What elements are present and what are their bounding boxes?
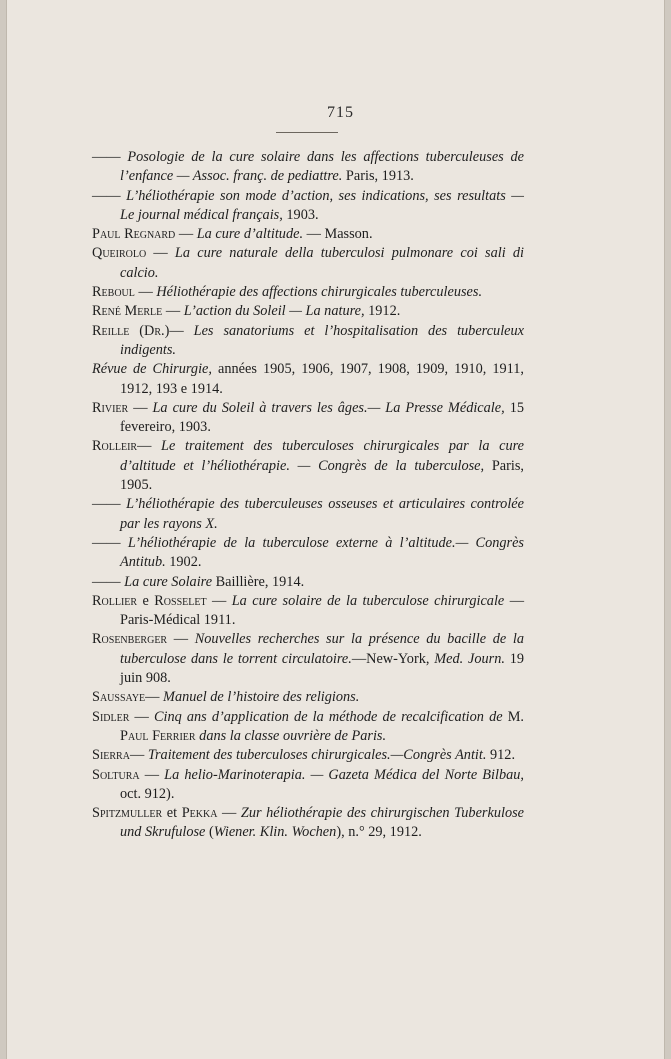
author-name: Rosenberger	[92, 631, 168, 648]
entry-text: —	[129, 708, 154, 725]
entry-title-text: Wiener. Klin. Wochen	[213, 824, 337, 841]
author-name: Saussaye	[92, 689, 146, 706]
entry-text: 1902.	[165, 554, 202, 571]
entry-text: années 1905, 1906, 1907, 1908, 1909, 1910, 1911, 1912, 193 e 1914.	[120, 361, 524, 397]
entry-title-text: Nouvelles recherches sur la présence du bacille de la tuberculose dans le torrent circulatoire.	[120, 631, 524, 667]
author-name: Rivier	[92, 399, 129, 416]
entry-text: —	[129, 747, 148, 764]
entry-title-text: La cure d’altitude.	[196, 226, 304, 243]
entry-title-text: Zur héliothérapie des chirurgischen Tuberkulose und Skrufulose	[120, 805, 525, 841]
entry-text: M.	[507, 708, 524, 725]
bibliography-entry	[92, 534, 524, 573]
author-name: Sierra	[92, 747, 130, 764]
entry-title-text: La helio-Marinoterapia. — Gazeta Médica del Norte Bilbau,	[164, 766, 525, 783]
bibliography-entry	[92, 148, 524, 187]
bibliography-entry	[92, 708, 524, 747]
author-name: Rolleir	[92, 438, 138, 455]
bibliography-entry	[92, 495, 524, 534]
entry-text: —	[134, 284, 157, 301]
entry-text: ——	[92, 187, 127, 204]
entry-title-text: L’héliothérapie son mode d’action, ses indications, ses resultats — Le journal médical français,	[120, 187, 525, 223]
author-name: Queirolo	[92, 245, 147, 262]
author-name: Spitzmuller	[92, 805, 163, 822]
entry-text: —	[128, 399, 153, 416]
bibliography-entry	[92, 630, 524, 688]
header-rule	[276, 132, 338, 133]
entry-title-text: Les sanatoriums et l’hospitalisation des tuberculeux indigents.	[120, 322, 525, 358]
entry-text: ——	[92, 496, 127, 513]
entry-text: —New-York,	[351, 650, 435, 667]
entry-text: 1903.	[282, 206, 319, 223]
entry-title-text: Le traitement des tuberculoses chirurgicales par la cure d’altitude et l’héliothérapie. — Congrès de la tuberculose,	[120, 438, 525, 474]
bibliography-list	[92, 148, 524, 843]
author-name: Rollier	[92, 592, 138, 609]
entry-text: —	[162, 303, 184, 320]
entry-title-text: La cure naturale della tuberculosi pulmonare coi sali di calcio.	[120, 245, 524, 281]
entry-title-text: Révue de Chirurgie,	[92, 361, 212, 378]
entry-text: —	[145, 689, 164, 706]
entry-title-text: dans la classe ouvrière de Paris.	[195, 727, 387, 744]
entry-text: —	[137, 438, 162, 455]
bibliography-entry	[92, 688, 524, 707]
entry-text: Paris, 1913.	[342, 168, 414, 185]
author-name: Paul Regnard	[92, 226, 176, 243]
entry-text: —	[206, 592, 232, 609]
author-name: Sidler	[92, 708, 130, 725]
entry-title-text: L’héliothérapie des tuberculeuses osseuses et articulaires controlée par les rayons X.	[120, 496, 524, 532]
author-name: Pekka	[181, 805, 218, 822]
entry-title-text: L’action du Soleil — La nature,	[183, 303, 365, 320]
entry-text: —	[139, 766, 165, 783]
entry-text: e	[137, 592, 155, 609]
entry-text: et	[162, 805, 182, 822]
entry-text: ), n.° 29, 1912.	[336, 824, 422, 841]
bibliography-entry	[92, 766, 524, 805]
entry-text: —	[167, 631, 195, 648]
entry-text: — Paris-Médical 1911.	[120, 592, 524, 629]
entry-text: 15 fevereiro, 1903.	[120, 399, 524, 436]
page-header	[0, 104, 671, 122]
entry-text: —	[217, 805, 241, 822]
bibliography-entry	[92, 283, 524, 302]
author-name: Paul Ferrier	[120, 727, 196, 744]
bibliography-entry	[92, 187, 524, 226]
entry-title-text: Manuel de l’histoire des religions.	[163, 689, 360, 706]
entry-text: Paris, 1905.	[120, 457, 524, 494]
entry-text: 912.	[486, 747, 516, 764]
bibliography-entry	[92, 592, 524, 631]
entry-title-text: L’héliothérapie de la tuberculose externe à l’altitude.— Congrès Antitub.	[120, 534, 524, 571]
entry-text: 1912.	[364, 303, 401, 320]
bibliography-entry	[92, 399, 524, 438]
entry-title-text: La cure du Soleil à travers les âges.— La Presse Médicale,	[152, 399, 505, 416]
bibliography-entry	[92, 804, 524, 843]
entry-title-text: La cure Solaire	[124, 573, 213, 590]
entry-title-text: Posologie de la cure solaire dans les affections tuberculeuses de l’enfance — Assoc. franç. de pediattre.	[120, 149, 524, 185]
author-name: René Merle	[92, 303, 163, 320]
entry-text: —	[146, 245, 175, 262]
bibliography-entry	[92, 244, 524, 283]
bibliography-entry	[92, 322, 524, 361]
page-number: 715	[327, 104, 354, 121]
author-name: Soltura	[92, 766, 140, 783]
bibliography-entry	[92, 225, 524, 244]
entry-title-text: Med. Journ.	[434, 650, 505, 667]
entry-text: ——	[92, 149, 128, 165]
author-name: Reboul	[92, 284, 135, 301]
entry-text: oct. 912).	[120, 785, 175, 802]
entry-title-text: Héliothérapie des affections chirurgicales tuberculeuses.	[156, 284, 483, 301]
bibliography-entry	[92, 360, 524, 399]
author-name: Rosselet	[154, 592, 207, 609]
entry-title-text: La cure solaire de la tuberculose chirurgicale	[231, 592, 505, 609]
bibliography-entry	[92, 746, 524, 765]
author-name: Reille (Dr.)	[92, 322, 170, 339]
bibliography-entry	[92, 437, 524, 495]
entry-text: (	[205, 824, 214, 841]
entry-text: 19 juin 908.	[120, 650, 525, 687]
entry-text: — Masson.	[303, 226, 373, 243]
entry-text: —	[175, 226, 197, 243]
entry-text: ——	[92, 534, 128, 551]
entry-text: Baillière, 1914.	[212, 573, 305, 590]
entry-title-text: Cinq ans d’application de la méthode de recalcification de	[153, 708, 508, 725]
entry-title-text: Traitement des tuberculoses chirurgicales.—Congrès Antit.	[147, 747, 487, 764]
entry-text: —	[169, 322, 194, 339]
bibliography-entry	[92, 573, 524, 592]
entry-text: ——	[92, 573, 125, 590]
bibliography-entry	[92, 302, 524, 321]
